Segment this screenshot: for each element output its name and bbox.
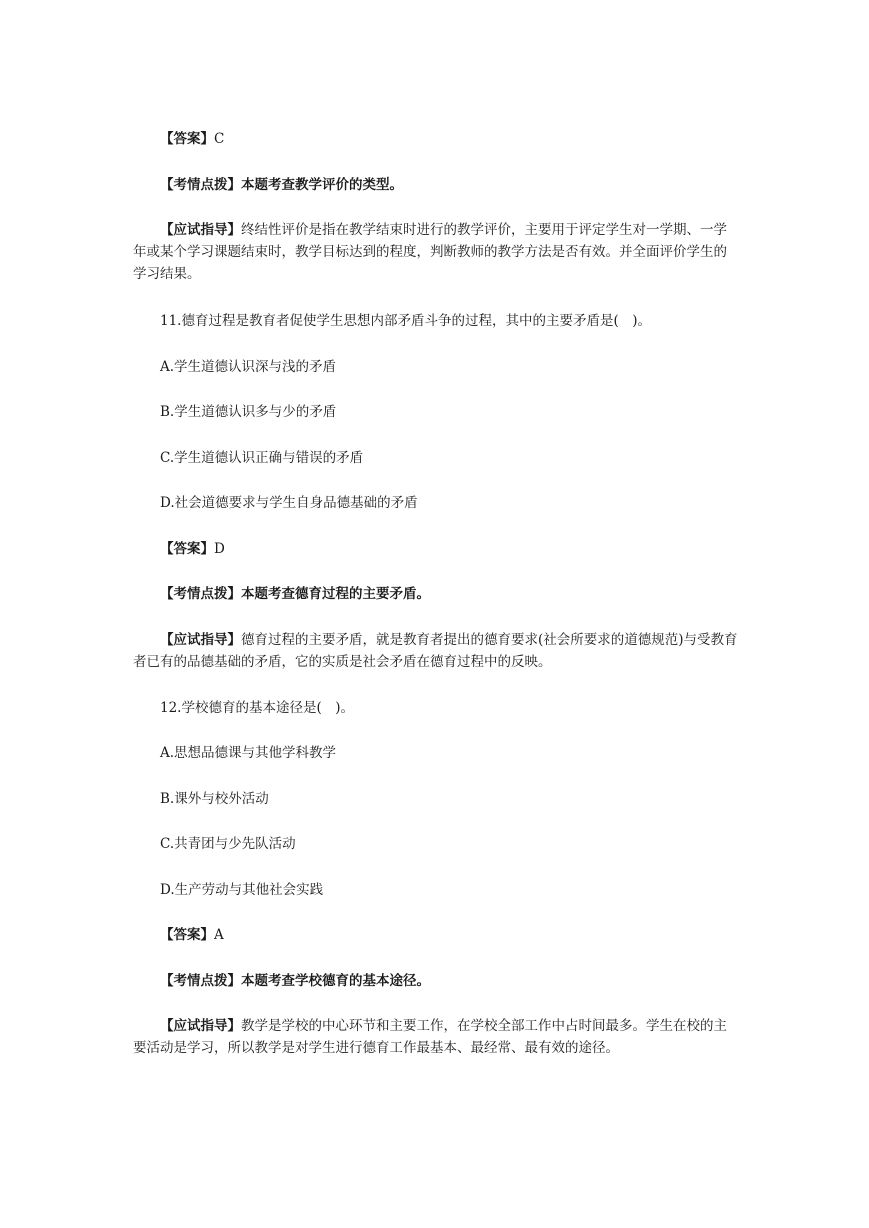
option-text: A.学生道德认识深与浅的矛盾 <box>160 359 337 375</box>
tip-line <box>133 174 739 196</box>
guide-text: 德育过程的主要矛盾，就是教育者提出的德育要求(社会所要求的道德规范)与受教育者已有的品德基础的矛盾，它的实质是社会矛盾在德育过程中的反映。 <box>133 632 738 670</box>
tip-text: 本题考查学校德育的基本途径。 <box>241 973 430 989</box>
guide-text: 教学是学校的中心环节和主要工作，在学校全部工作中占时间最多。学生在校的主要活动是学习，所以教学是对学生进行德育工作最基本、最经常、最有效的途径。 <box>133 1018 727 1056</box>
guide-tag: 【应试指导】 <box>160 1018 241 1034</box>
tip-text: 本题考查教学评价的类型。 <box>241 177 403 193</box>
option-text: D.社会道德要求与学生自身品德基础的矛盾 <box>160 495 418 511</box>
option-text: B.学生道德认识多与少的矛盾 <box>160 404 337 420</box>
option-text: C.共青团与少先队活动 <box>160 836 296 852</box>
guide-tag: 【应试指导】 <box>160 632 241 648</box>
option-a <box>133 742 739 764</box>
tip-tag: 【考情点拨】 <box>160 177 241 193</box>
answer-tag: 【答案】 <box>160 927 214 943</box>
question-stem <box>133 310 739 332</box>
tip-tag: 【考情点拨】 <box>160 973 241 989</box>
option-d <box>133 492 739 514</box>
option-text: A.思想品德课与其他学科教学 <box>160 745 337 761</box>
question-text: 11.德育过程是教育者促使学生思想内部矛盾斗争的过程，其中的主要矛盾是( )。 <box>160 313 652 329</box>
tip-line <box>133 583 739 605</box>
guide-paragraph <box>133 629 739 673</box>
guide-tag: 【应试指导】 <box>160 222 241 238</box>
option-text: D.生产劳动与其他社会实践 <box>160 882 324 898</box>
guide-text: 终结性评价是指在教学结束时进行的教学评价，主要用于评定学生对一学期、一学年或某个学习课题结束时，教学目标达到的程度，判断教师的教学方法是否有效。并全面评价学生的学习结果。 <box>133 222 727 282</box>
option-a <box>133 356 739 378</box>
guide-paragraph <box>133 219 739 285</box>
question-text: 12.学校德育的基本途径是( )。 <box>160 700 355 716</box>
option-text: C.学生道德认识正确与错误的矛盾 <box>160 450 364 466</box>
answer-tag: 【答案】 <box>160 541 214 557</box>
guide-paragraph <box>133 1015 739 1059</box>
answer-value: D <box>214 541 225 557</box>
option-b <box>133 788 739 810</box>
answer-line <box>133 128 739 150</box>
answer-line <box>133 538 739 560</box>
option-b <box>133 401 739 423</box>
question-stem <box>133 697 739 719</box>
tip-line <box>133 970 739 992</box>
answer-value: A <box>214 927 224 943</box>
answer-line <box>133 924 739 946</box>
answer-value: C <box>214 131 225 147</box>
option-c <box>133 833 739 855</box>
answer-tag: 【答案】 <box>160 131 214 147</box>
option-text: B.课外与校外活动 <box>160 791 269 807</box>
option-d <box>133 879 739 901</box>
tip-text: 本题考查德育过程的主要矛盾。 <box>241 586 430 602</box>
tip-tag: 【考情点拨】 <box>160 586 241 602</box>
option-c <box>133 447 739 469</box>
